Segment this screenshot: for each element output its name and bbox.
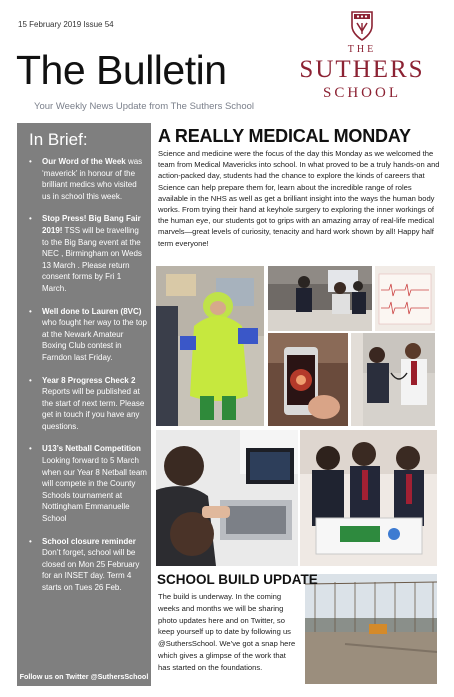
brief-text: Don’t forget, school will be closed on Mon 25 February for an INSET day. Term 4 starts on Tues 26 Feb. xyxy=(42,548,140,592)
school-crest-icon xyxy=(349,10,375,42)
photo-building-site xyxy=(305,574,437,684)
list-item xyxy=(25,443,147,524)
photo-keyhole-surgery xyxy=(268,266,372,331)
article-body: Science and medicine were the focus of the day this Monday as we welcomed the team from Medical Mavericks into school. In what proved to be a truly hands-on and action-packed day, students had the chance to explore the kinds of careers that Science can help prepare them for, learn about the incredible range of roles available in the NHS as well as get a brilliant insight into the ways the human body works. From trying their hand at keyhole surgery to exploring the inner workings of the human eye, our students got to grips with an amazing array of real-life medical marvels—great levels of curiosity, tenacity and hard work shown by all! Happy half term everyone! xyxy=(158,149,440,248)
photo-ecg-printout xyxy=(375,266,435,331)
brief-lead: Year 8 Progress Check 2 xyxy=(42,375,136,385)
list-item xyxy=(25,213,147,294)
brief-lead: School closure reminder xyxy=(42,536,136,546)
brief-text: TSS will be travelling to the Big Bang event at the NEC , Birmingham on Weds 13 March . Please return consent forms by Fri 1 March. xyxy=(42,225,142,293)
brief-lead: Stop Press! Big Bang Fair 2019! xyxy=(42,214,141,235)
article-headline: A REALLY MEDICAL MONDAY xyxy=(158,126,411,146)
list-item xyxy=(25,156,147,202)
photo-stethoscope xyxy=(351,333,435,426)
build-body: The build is underway. In the coming weeks and months we will be sharing photo updates here and on Twitter, so keep yourself up to date by following us @SuthersSchool. We’ve got a snap here which gives a glimpse of the work that has started on the foundations. xyxy=(158,592,296,672)
bullet-icon: • xyxy=(29,444,32,454)
photo-testing-equipment xyxy=(300,430,437,566)
school-logo xyxy=(292,10,432,115)
build-headline: SCHOOL BUILD UPDATE xyxy=(157,572,318,587)
bullet-icon: • xyxy=(29,375,32,385)
logo-school: SCHOOL xyxy=(322,85,401,101)
bullet-icon: • xyxy=(29,306,32,316)
twitter-follow: Follow us on Twitter @SuthersSchool xyxy=(19,672,149,681)
in-brief-title: In Brief: xyxy=(29,130,88,149)
list-item xyxy=(25,306,147,364)
logo-suthers: SUTHERS xyxy=(299,56,425,83)
logo-the: THE xyxy=(347,44,377,55)
list-item xyxy=(25,536,147,594)
brief-lead: Our Word of the Week xyxy=(42,157,126,166)
in-brief-list xyxy=(25,156,147,605)
photo-hazmat-suit xyxy=(156,266,264,426)
brief-text: Reports will be published at the start of next term. Please get in touch if you have any questions. xyxy=(42,387,145,431)
in-brief-sidebar xyxy=(17,123,151,686)
brief-text: who fought her way to the top at the Newark Amateur Boxing Club contest in Farndon last Friday. xyxy=(42,318,147,362)
photo-phone-eye xyxy=(268,333,348,426)
newsletter-title: The Bulletin xyxy=(16,47,227,93)
list-item xyxy=(25,375,147,433)
brief-text: was ‘maverick’ in honour of the brilliant medics who visited us in school this week. xyxy=(42,157,143,201)
bullet-icon: • xyxy=(29,157,32,166)
bullet-icon: • xyxy=(29,536,32,546)
brief-lead: U13’s Netball Competition xyxy=(42,444,141,454)
brief-lead: Well done to Lauren (8VC) xyxy=(42,306,142,316)
issue-line: 15 February 2019 Issue 54 xyxy=(18,20,114,29)
newsletter-tagline: Your Weekly News Update from The Suthers School xyxy=(34,101,255,112)
bullet-icon: • xyxy=(29,214,32,224)
brief-text: Looking forward to 5 March when our Year 8 Netball team will compete in the County Schools tournament at Nottingham Emmanuelle School xyxy=(42,456,147,524)
photo-ultrasound xyxy=(156,430,298,566)
